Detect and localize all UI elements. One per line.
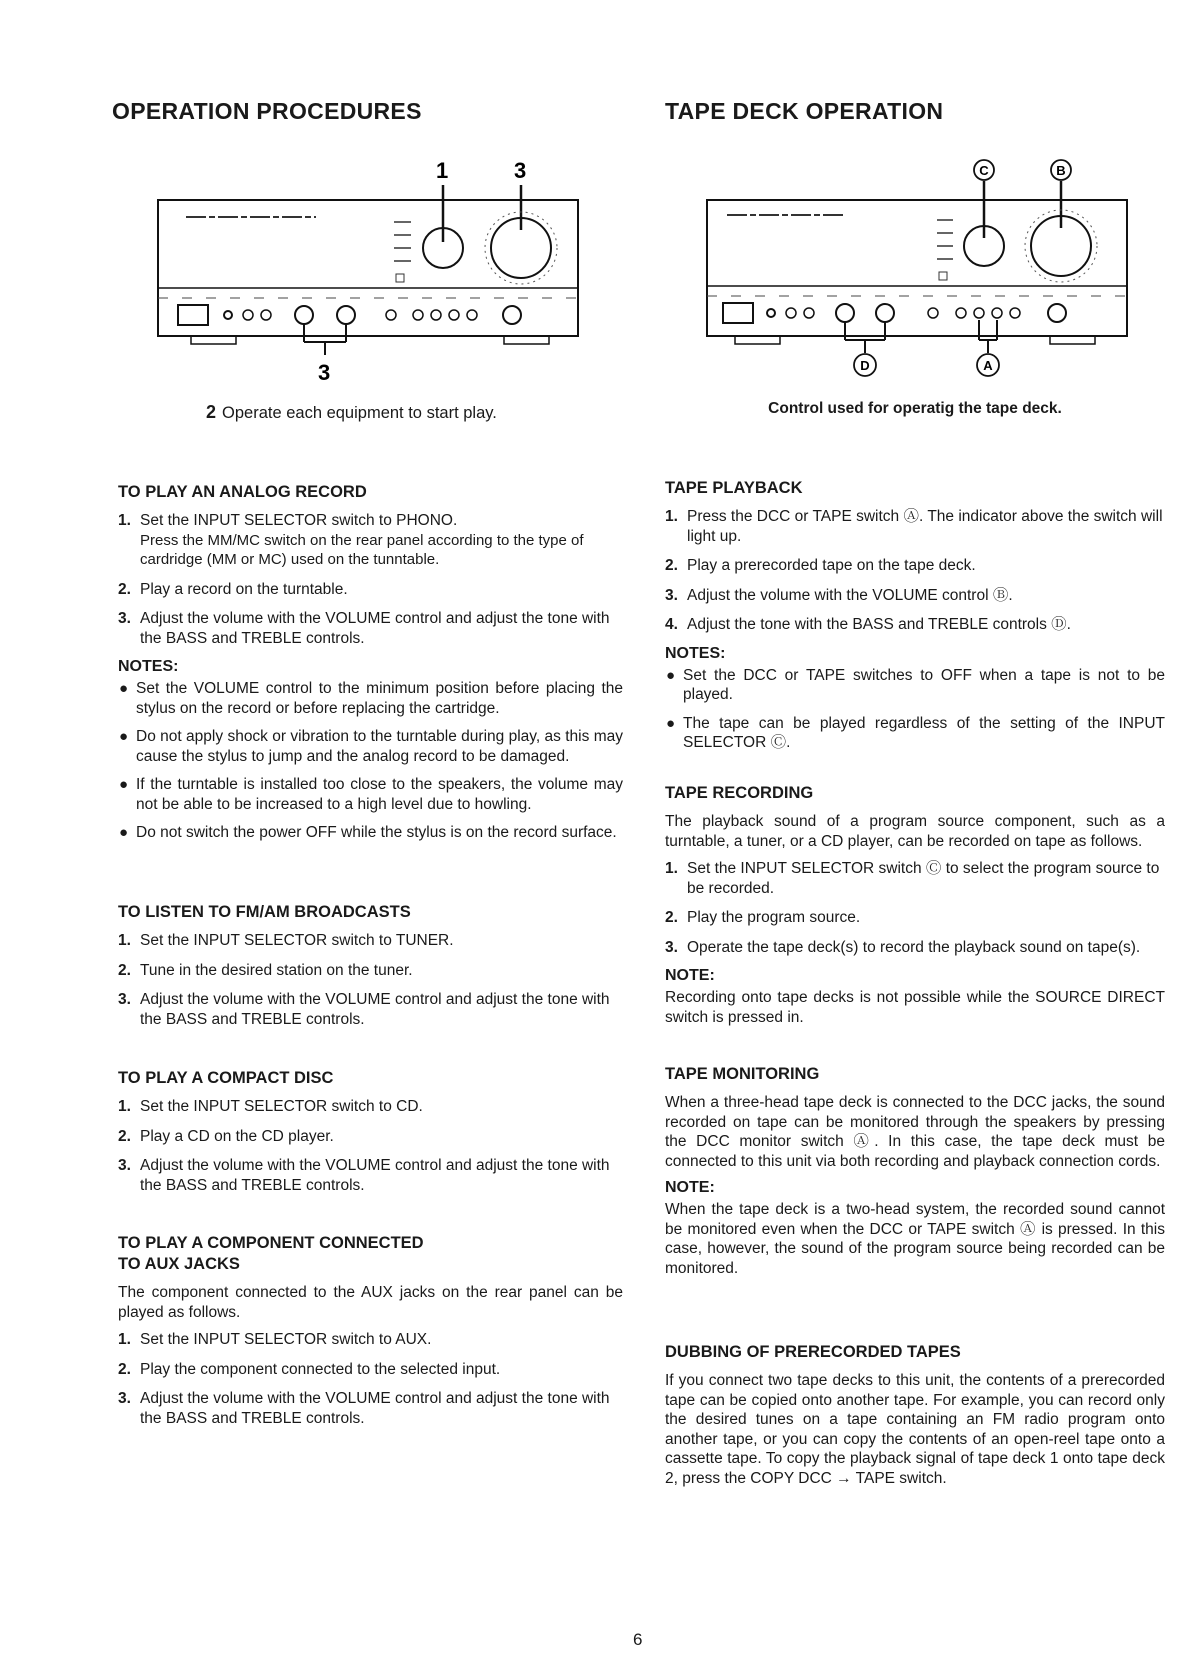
step-text: Adjust the volume with the VOLUME control and adjust the tone with the BASS and TREBLE controls. — [140, 1390, 610, 1427]
step-text: Adjust the volume with the VOLUME control and adjust the tone with the BASS and TREBLE controls. — [140, 1157, 610, 1194]
step-number: 1. — [118, 512, 131, 529]
dubbing-heading: DUBBING OF PRERECORDED TAPES — [665, 1343, 961, 1361]
aux-section — [118, 1233, 623, 1438]
step-text: Play the program source. — [687, 909, 861, 926]
notes-heading: NOTES: — [118, 658, 179, 675]
tape-playback-section — [665, 478, 1165, 762]
aux-heading-line1: TO PLAY A COMPONENT CONNECTED — [118, 1234, 424, 1252]
list-item — [118, 609, 623, 648]
step-number: 3. — [118, 1157, 131, 1174]
bullet-icon: ● — [666, 666, 676, 684]
amplifier-diagram-left — [156, 150, 596, 400]
aux-heading-line2: TO AUX JACKS — [118, 1255, 240, 1273]
list-item — [118, 1389, 623, 1428]
caption-step-number: 2 — [206, 402, 217, 422]
right-caption: Control used for operatig the tape deck. — [768, 400, 1062, 417]
recording-note: Recording onto tape decks is not possible while the SOURCE DIRECT switch is pressed in. — [665, 989, 1165, 1026]
step-text: Tune in the desired station on the tuner. — [140, 961, 413, 979]
step-text: Set the INPUT SELECTOR switch to PHONO. — [140, 512, 458, 529]
list-item — [665, 938, 1165, 958]
tape-deck-operation-title: TAPE DECK OPERATION — [665, 98, 944, 124]
step-number: 4. — [665, 616, 678, 633]
list-item — [118, 1360, 623, 1380]
amplifier-diagram-right — [705, 150, 1145, 400]
step-number: 3. — [118, 1390, 131, 1407]
list-item — [118, 1127, 623, 1147]
list-item — [665, 908, 1165, 928]
list-item — [118, 1156, 623, 1195]
step-text: Set the INPUT SELECTOR switch to TUNER. — [140, 932, 454, 949]
step-number: 2. — [665, 909, 678, 926]
step-subtext: Press the MM/MC switch on the rear panel according to the type of cardridge (MM or MC) used on the tunntable. — [140, 531, 584, 568]
compact-disc-section — [118, 1068, 623, 1205]
monitoring-note: When the tape deck is a two-head system, the recorded sound cannot be monitored even when the DCC or TAPE switch Ⓐ is pressed. In this case, however, the sound of the program source being recorded can be monitored. — [665, 1201, 1165, 1277]
step-text: Play the component connected to the selected input. — [140, 1360, 501, 1378]
list-item — [665, 586, 1165, 606]
list-item — [118, 961, 623, 981]
list-item — [665, 615, 1165, 635]
bullet-icon: ● — [119, 680, 129, 697]
step-number: 3. — [118, 991, 131, 1008]
step-number: 3. — [665, 938, 678, 956]
diagram-label-1: 1 — [436, 158, 449, 183]
analog-record-section — [118, 482, 623, 852]
step-text: Play a CD on the CD player. — [140, 1127, 334, 1145]
step-text: Set the INPUT SELECTOR switch Ⓒ to select the program source to be recorded. — [687, 860, 1160, 897]
step-text: Press the DCC or TAPE switch Ⓐ. The indicator above the switch will light up. — [687, 508, 1163, 545]
list-item — [118, 580, 623, 600]
monitoring-heading: TAPE MONITORING — [665, 1065, 820, 1083]
note-heading: NOTE: — [665, 967, 715, 984]
list-item — [118, 1097, 623, 1117]
list-item — [665, 556, 1165, 576]
page-number: 6 — [633, 1630, 643, 1649]
note-heading: NOTE: — [665, 1179, 715, 1196]
step-text: Play a record on the turntable. — [140, 580, 348, 598]
bullet-icon: ● — [119, 776, 129, 793]
step-text: Set the INPUT SELECTOR switch to AUX. — [140, 1331, 432, 1348]
playback-heading: TAPE PLAYBACK — [665, 479, 803, 497]
step-text: Adjust the volume with the VOLUME control Ⓑ. — [687, 586, 1013, 604]
step-number: 2. — [118, 580, 131, 598]
note-item — [118, 679, 623, 718]
note-text: Set the DCC or TAPE switches to OFF when a tape is not to be played. — [683, 666, 1165, 703]
caption-text: Operate each equipment to start play. — [222, 404, 497, 422]
diagram-label-c: C — [979, 163, 989, 178]
step-text: Play a prerecorded tape on the tape deck. — [687, 557, 976, 574]
list-item — [118, 990, 623, 1029]
step-number: 3. — [665, 586, 678, 604]
recording-intro: The playback sound of a program source component, such as a turntable, a tuner, or a CD player, can be recorded on tape as follows. — [665, 813, 1165, 850]
note-item — [118, 775, 623, 814]
note-item — [118, 823, 623, 843]
tape-recording-section — [665, 783, 1165, 1035]
cd-heading: TO PLAY A COMPACT DISC — [118, 1069, 334, 1087]
aux-intro: The component connected to the AUX jacks on the rear panel can be played as follows. — [118, 1284, 623, 1321]
dubbing-text: If you connect two tape decks to this unit, the contents of a prerecorded tape can be copied onto another tape. For example, you can record only the desired tunes on a tape containing an FM radio program onto another tape, or you can copy the contents of an open-reel tape onto a cassette tape. To copy the playback signal of tape deck 1 onto tape deck 2, press the COPY DCC → TAPE switch. — [665, 1372, 1165, 1487]
step-number: 2. — [118, 961, 131, 979]
step-text: Set the INPUT SELECTOR switch to CD. — [140, 1098, 423, 1115]
diagram-label-a: A — [983, 358, 993, 373]
list-item — [118, 511, 623, 570]
step-text: Adjust the tone with the BASS and TREBLE controls Ⓓ. — [687, 616, 1071, 633]
monitoring-text: When a three-head tape deck is connected to the DCC jacks, the sound recorded on tape can be monitored through the speakers by pressing the DCC monitor switch Ⓐ. In this case, the tape deck must be connected to this unit via both recording and playback connection cords. — [665, 1094, 1165, 1170]
step-number: 1. — [665, 508, 678, 525]
step-text: Operate the tape deck(s) to record the playback sound on tape(s). — [687, 938, 1141, 956]
step-number: 1. — [118, 932, 131, 949]
step-number: 1. — [118, 1098, 131, 1115]
step-text: Adjust the volume with the VOLUME control and adjust the tone with the BASS and TREBLE controls. — [140, 610, 610, 647]
diagram-label-3-top: 3 — [514, 158, 527, 183]
note-item — [665, 714, 1165, 753]
step-number: 2. — [665, 557, 678, 574]
step-number: 2. — [118, 1360, 131, 1378]
step-number: 2. — [118, 1127, 131, 1145]
notes-heading: NOTES: — [665, 644, 726, 662]
list-item — [118, 1330, 623, 1350]
left-caption — [206, 402, 546, 423]
fm-am-section — [118, 902, 623, 1039]
list-item — [665, 507, 1165, 546]
note-text: Do not apply shock or vibration to the turntable during play, as this may cause the stylus to jump and the analog record to be damaged. — [136, 728, 623, 765]
step-number: 1. — [118, 1331, 131, 1348]
note-item — [665, 666, 1165, 705]
step-text: Adjust the volume with the VOLUME control and adjust the tone with the BASS and TREBLE controls. — [140, 991, 610, 1028]
fm-heading: TO LISTEN TO FM/AM BROADCASTS — [118, 903, 411, 921]
bullet-icon: ● — [119, 824, 129, 841]
dubbing-section — [665, 1342, 1165, 1496]
tape-monitoring-section — [665, 1064, 1165, 1286]
diagram-label-3-bottom: 3 — [318, 360, 331, 385]
diagram-label-b: B — [1056, 163, 1066, 178]
operation-procedures-title: OPERATION PROCEDURES — [112, 98, 422, 124]
note-text: The tape can be played regardless of the setting of the INPUT SELECTOR Ⓒ. — [683, 714, 1165, 751]
list-item — [665, 859, 1165, 898]
note-text: Set the VOLUME control to the minimum position before placing the stylus on the record or before replacing the cartridge. — [136, 680, 623, 717]
bullet-icon: ● — [666, 714, 676, 732]
diagram-label-d: D — [860, 358, 870, 373]
step-number: 3. — [118, 610, 131, 627]
note-text: If the turntable is installed too close to the speakers, the volume may not be able to be increased to a high level due to howling. — [136, 776, 623, 813]
note-item — [118, 727, 623, 766]
note-text: Do not switch the power OFF while the stylus is on the record surface. — [136, 824, 617, 841]
recording-heading: TAPE RECORDING — [665, 784, 814, 802]
analog-heading: TO PLAY AN ANALOG RECORD — [118, 483, 367, 501]
bullet-icon: ● — [119, 728, 129, 745]
aux-heading — [118, 1233, 623, 1275]
list-item — [118, 931, 623, 951]
step-number: 1. — [665, 860, 678, 877]
